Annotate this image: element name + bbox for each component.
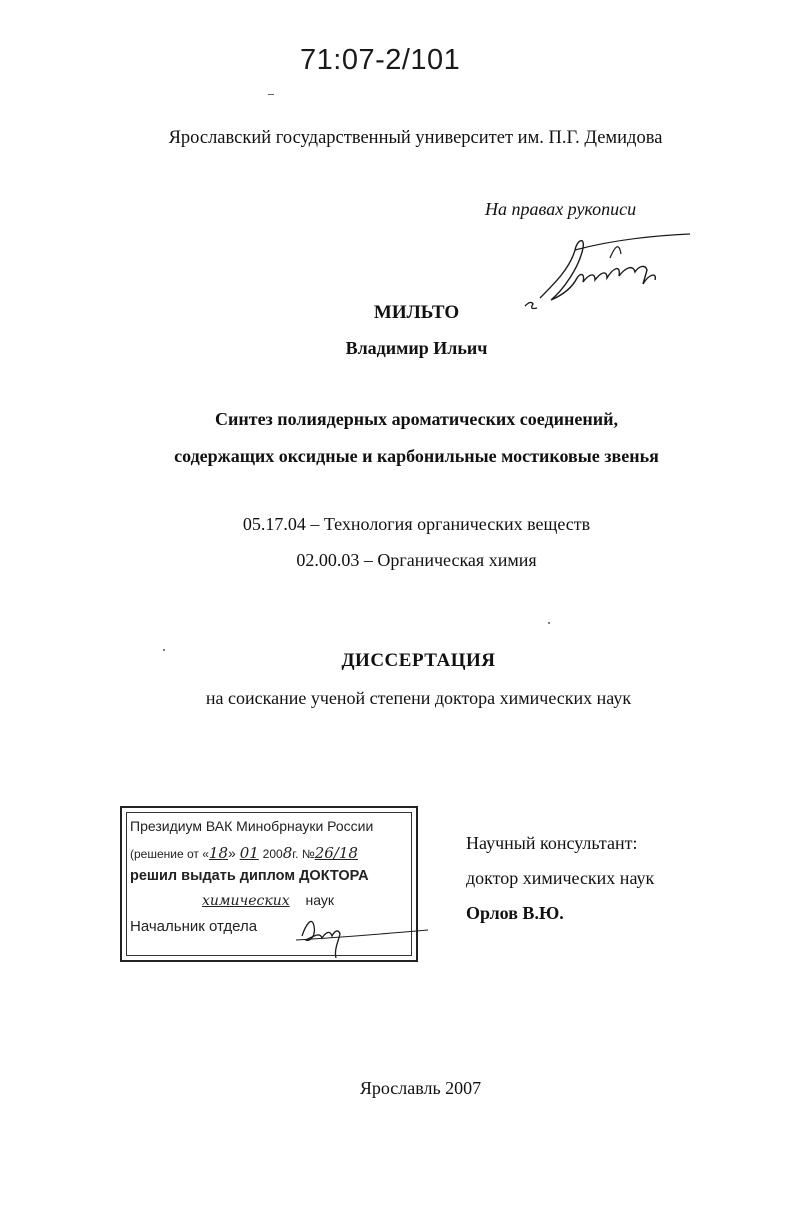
degree-line: на соискание ученой степени доктора химических наук (205, 688, 632, 708)
stamp-year-prefix: 200 (262, 847, 283, 861)
stamp-field-suffix: наук (305, 892, 335, 908)
stamp-quote: » (228, 845, 236, 861)
author-first-names: Владимир Ильич (345, 338, 488, 358)
stamp-decision-prefix: (решение от « (130, 847, 209, 861)
stamp-number-prefix: г. № (292, 847, 315, 861)
consultant-label: Научный консультант: (466, 833, 638, 853)
catalog-number: 71:07-2/101 (300, 44, 461, 76)
stamp-number: 26/18 (314, 844, 358, 862)
specialty-1: 05.17.04 – Технология органических веществ (242, 514, 591, 534)
stamp-year-digit: 8 (282, 844, 293, 862)
consultant-degree: доктор химических наук (466, 868, 655, 888)
manuscript-note: На правах рукописи (485, 199, 637, 219)
catalog-underline (268, 94, 274, 95)
vak-stamp (120, 806, 418, 962)
consultant-name: Орлов В.Ю. (466, 903, 564, 923)
author-last-name: МИЛЬТО (373, 302, 460, 323)
stamp-line-5: Начальник отдела (130, 918, 258, 935)
university-name: Ярославский государственный университет им. П.Г. Демидова (168, 128, 663, 148)
stamp-line-2 (130, 844, 358, 862)
stamp-field: химических (202, 893, 290, 909)
stamp-month: 01 (239, 844, 259, 862)
scan-speck (548, 622, 550, 624)
thesis-title-line-2: содержащих оксидные и карбонильные мостиковые звенья (174, 446, 659, 466)
stamp-day: 18 (208, 844, 228, 862)
stamp-line-1: Президиум ВАК Минобрнауки России (130, 818, 374, 834)
stamp-line-3: решил выдать диплом ДОКТОРА (130, 868, 369, 884)
scan-speck (163, 649, 165, 651)
specialty-2: 02.00.03 – Органическая химия (296, 550, 537, 570)
thesis-title-line-1: Синтез полиядерных ароматических соединений, (214, 409, 618, 429)
stamp-signature (292, 906, 432, 966)
city-year: Ярославль 2007 (359, 1078, 482, 1098)
document-type: ДИССЕРТАЦИЯ (341, 650, 496, 671)
